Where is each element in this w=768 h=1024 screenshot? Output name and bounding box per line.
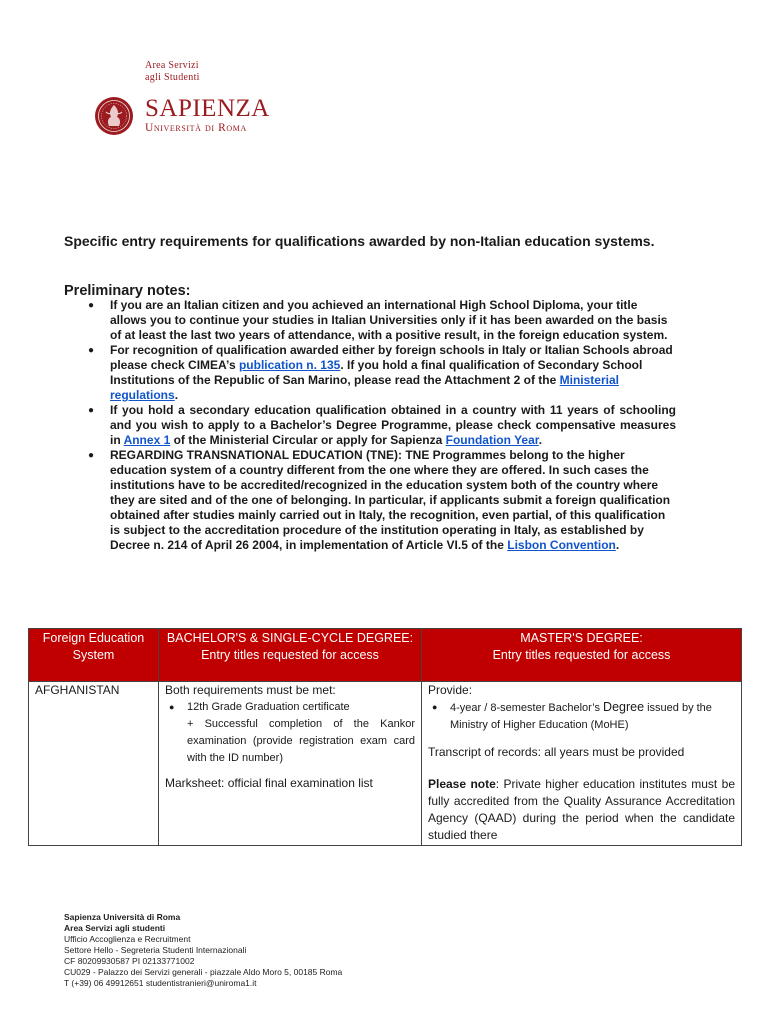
ministerial-regulations-link[interactable]: Ministerial regulations	[110, 373, 619, 402]
area-servizi-label	[145, 60, 200, 84]
master-note-text: : Private higher education institutes must be fully accredited from the Quality Assurance Accreditation Agency (QAAD) during the period when the candidate studied there	[428, 777, 736, 842]
bullet-icon: ●	[88, 450, 95, 461]
master-item-a: 4-year / 8-semester Bachelor’s	[450, 702, 604, 714]
bachelor-intro: Both requirements must be met:	[165, 683, 336, 697]
brand-subtitle: Università di Roma	[145, 122, 247, 134]
header-bachelor-title: BACHELOR'S & SINGLE-CYCLE DEGREE:	[166, 631, 414, 645]
bullet-icon: ●	[169, 702, 175, 712]
brand-name: SAPIENZA	[145, 95, 270, 122]
table-row	[29, 682, 742, 846]
list-item	[165, 716, 415, 767]
footer-line: CF 80209930587 PI 02133771002	[64, 956, 195, 966]
bullet-icon: ●	[88, 405, 95, 416]
note-text: For recognition of qualification awarded either by foreign schools in Italy or Italian Schools abroad please check CIMEA’s	[110, 343, 673, 372]
foundation-year-link[interactable]: Foundation Year	[445, 433, 539, 447]
header-master	[422, 629, 742, 682]
master-note	[428, 776, 735, 845]
note-item	[84, 403, 676, 448]
master-transcript: Transcript of records: all years must be provided	[428, 745, 685, 759]
lisbon-convention-link[interactable]: Lisbon Convention	[507, 538, 616, 552]
header-bachelor-subtitle: Entry titles requested for access	[201, 648, 379, 662]
note-text: .	[174, 388, 179, 402]
footer-line: Area Servizi agli studenti	[64, 923, 166, 933]
note-text: . If you hold a final qualification of Secondary School Institutions of the Republic of San Marino, please read the Attachment 2 of the	[110, 358, 643, 387]
header-master-title: MASTER'S DEGREE:	[520, 631, 643, 645]
table-header-row	[29, 629, 742, 682]
note-item	[84, 448, 676, 553]
note-text: If you hold a secondary education qualification obtained in a country with 11 years of schooling and you wish to apply to a Bachelor’s Degree Programme, please check compensative measures in	[110, 403, 676, 447]
bachelor-item: 12th Grade Graduation certificate	[187, 701, 350, 713]
bullet-icon: ●	[88, 345, 95, 356]
note-item	[84, 343, 676, 403]
master-intro: Provide:	[428, 683, 473, 697]
requirements-table	[28, 628, 742, 846]
area-label-line2: agli Studenti	[145, 72, 200, 83]
sapienza-brand	[145, 96, 270, 135]
header-foreign-system: Foreign Education System	[29, 629, 159, 682]
preliminary-notes-list	[84, 298, 676, 553]
master-cell	[422, 682, 742, 846]
footer-line: Ufficio Accoglienza e Recruitment	[64, 934, 191, 944]
notes-heading: Preliminary notes:	[64, 283, 191, 299]
note-item	[84, 298, 676, 343]
master-item-b: issued by the Ministry of Higher Education (MoHE)	[450, 702, 712, 731]
sapienza-seal-icon	[94, 96, 134, 136]
header-bachelor	[159, 629, 422, 682]
bullet-icon: ●	[88, 300, 95, 311]
note-text: If you are an Italian citizen and you achieved an international High School Diploma, your title allows you to continue your studies in Italian Universities only if it has been awarded on the basis of at least the last two years of attendance, with a positive result, in the foreign education system.	[110, 298, 668, 342]
footer-line: Settore Hello - Segreteria Studenti Internazionali	[64, 945, 247, 955]
master-note-label: Please note	[428, 777, 496, 791]
country-cell: AFGHANISTAN	[29, 682, 159, 846]
note-text: of the Ministerial Circular or apply for Sapienza	[170, 433, 446, 447]
bachelor-item-cont: + Successful completion of the Kankor examination (provide registration exam card with the ID number)	[187, 718, 415, 764]
bachelor-list	[165, 699, 415, 767]
note-text: .	[538, 433, 543, 447]
bullet-icon: ●	[432, 702, 438, 712]
note-text: .	[615, 538, 620, 552]
bachelor-cell	[159, 682, 422, 846]
master-item-degree: Degree	[603, 700, 645, 714]
bachelor-note: Marksheet: official final examination list	[165, 776, 373, 790]
page-title: Specific entry requirements for qualifications awarded by non-Italian education systems.	[64, 233, 655, 249]
footer-line: Sapienza Università di Roma	[64, 912, 181, 922]
master-list	[428, 699, 735, 734]
footer	[64, 912, 342, 989]
footer-line: T (+39) 06 49912651 studentistranieri@uniroma1.it	[64, 978, 257, 988]
annex-1-link[interactable]: Annex 1	[123, 433, 171, 447]
area-label-line1: Area Servizi	[145, 60, 199, 71]
list-item	[165, 699, 415, 716]
footer-line: CU029 - Palazzo dei Servizi generali - piazzale Aldo Moro 5, 00185 Roma	[64, 967, 343, 977]
header-master-subtitle: Entry titles requested for access	[492, 648, 671, 662]
note-text: REGARDING TRANSNATIONAL EDUCATION (TNE): TNE Programmes belong to the higher education system of a country different from the one where they are offered. In such cases the institutions have to be accredited/recognized in the education system both of the country where they are sited and of the one of belonging. In particular, if applicants submit a foreign qualification obtained after studies mainly carried out in Italy, the recognition, even partial, of this qualification is subject to the accreditation procedure of the institution operating in Italy, as established by Decree n. 214 of April 26 2004, in implementation of Article VI.5 of the	[110, 448, 671, 552]
publication-135-link[interactable]: publication n. 135	[238, 358, 341, 372]
list-item	[428, 699, 735, 734]
